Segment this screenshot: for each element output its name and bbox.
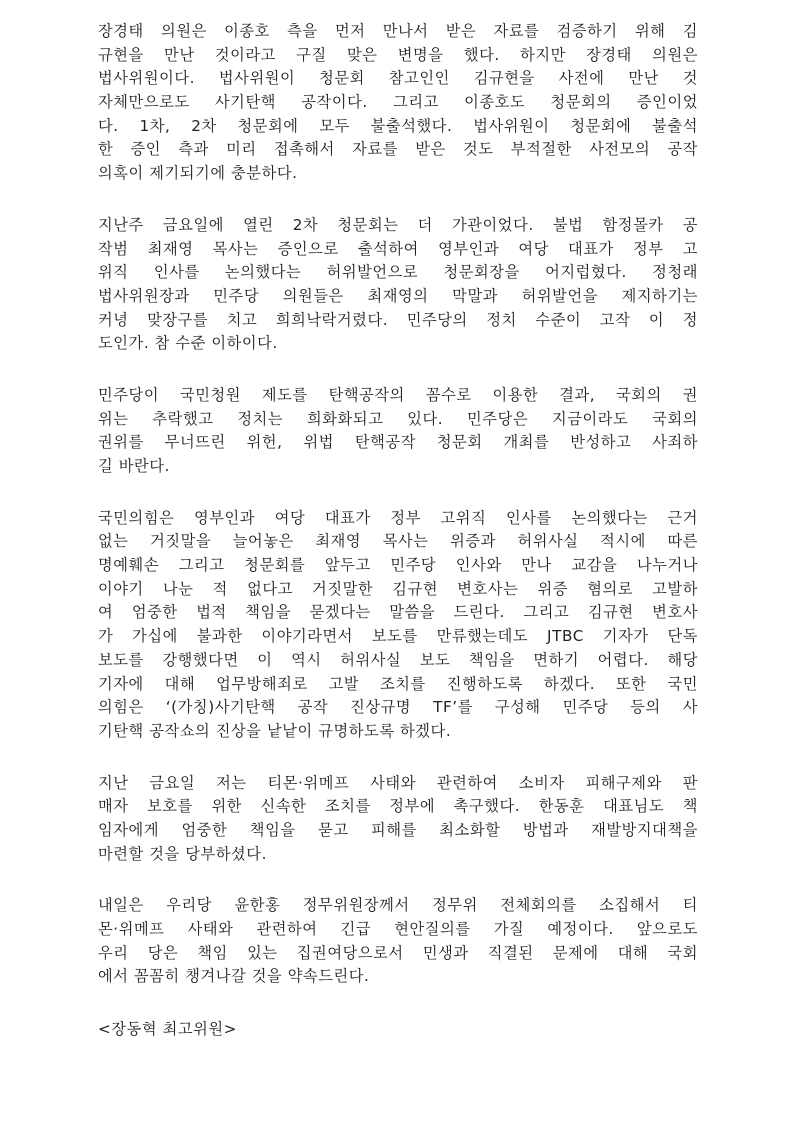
- paragraph-5: [98, 772, 698, 867]
- text-line: 기탄핵 공작쇼의 진상을 낱낱이 규명하도록 하겠다.: [98, 721, 452, 740]
- text-line: 우리 당은 책임 있는 집권여당으로서 민생과 직결된 문제에 대해 국회: [98, 943, 698, 962]
- text-line: 지난 금요일 저는 티몬·위메프 사태와 관련하여 소비자 피해구제와 판: [98, 773, 698, 792]
- text-line: 여 엄중한 법적 책임을 묻겠다는 말씀을 드린다. 그리고 김규현 변호사: [98, 603, 698, 622]
- paragraph-1: [98, 20, 698, 186]
- text-line: 없는 거짓말을 늘어놓은 최재영 목사는 위증과 허위사실 적시에 따른: [98, 532, 698, 551]
- text-line: 법사위원이다. 법사위원이 청문회 참고인인 김규현을 사전에 만난 것: [98, 69, 698, 88]
- text-line: 길 바란다.: [98, 457, 170, 475]
- text-line: 몬·위메프 사태와 관련하여 긴급 현안질의를 가질 예정이다. 앞으로도: [98, 920, 698, 938]
- text-line: 권위를 무너뜨린 위헌, 위법 탄핵공작 청문회 개최를 반성하고 사죄하: [98, 433, 698, 452]
- text-line: 에서 꼼꼼히 챙겨나갈 것을 약속드린다.: [98, 967, 370, 986]
- text-line: 민주당이 국민청원 제도를 탄핵공작의 꼼수로 이용한 결과, 국회의 권: [98, 385, 698, 404]
- text-line: 국민의힘은 영부인과 여당 대표가 정부 고위직 인사를 논의했다는 근거: [98, 508, 698, 527]
- document-body: [98, 20, 698, 1041]
- text-line: 도인가. 참 수준 이하이다.: [98, 334, 278, 353]
- text-line: 위는 추락했고 정치는 희화화되고 있다. 민주당은 지금이라도 국회의: [98, 409, 698, 428]
- text-line: 한 증인 측과 미리 접촉해서 자료를 받은 것도 부적절한 사전모의 공작: [98, 140, 698, 159]
- paragraph-3: [98, 384, 698, 479]
- text-line: 보도를 강행했다면 이 역시 허위사실 보도 책임을 면하기 어렵다. 해당: [98, 650, 698, 669]
- text-line: 다. 1차, 2차 청문회에 모두 불출석했다. 법사위원이 청문회에 불출석: [98, 116, 698, 135]
- paragraph-2: [98, 214, 698, 356]
- text-line: 명예훼손 그리고 청문회를 앞두고 민주당 인사와 만나 교감을 나누거나: [98, 556, 698, 575]
- text-line: 마련할 것을 당부하셨다.: [98, 844, 267, 863]
- text-line: 의힘은 ‘(가칭)사기탄핵 공작 진상규명 TF’를 구성해 민주당 등의 사: [98, 698, 698, 717]
- text-line: 작범 최재영 목사는 증인으로 출석하여 영부인과 여당 대표가 정부 고: [98, 239, 698, 258]
- paragraph-4: [98, 507, 698, 744]
- text-line: 커녕 맞장구를 치고 희희낙락거렸다. 민주당의 정치 수준이 고작 이 정: [98, 310, 698, 329]
- text-line: 규현을 만난 것이라고 구질 맞은 변명을 했다. 하지만 장경태 의원은: [98, 45, 698, 64]
- text-line: 의혹이 제기되기에 충분하다.: [98, 164, 298, 183]
- paragraph-6: [98, 894, 698, 989]
- text-line: 매자 보호를 위한 신속한 조치를 정부에 촉구했다. 한동훈 대표님도 책: [98, 797, 698, 816]
- text-line: 장경태 의원은 이종호 측을 먼저 만나서 받은 자료를 검증하기 위해 김: [98, 22, 698, 40]
- text-line: 법사위원장과 민주당 의원들은 최재영의 막말과 허위발언을 제지하기는: [98, 286, 698, 305]
- text-line: 위직 인사를 논의했다는 허위발언으로 청문회장을 어지럽혔다. 정청래: [98, 263, 698, 282]
- text-line: 가 가십에 불과한 이야기라면서 보도를 만류했는데도 JTBC 기자가 단독: [98, 627, 698, 646]
- signature: <장동혁 최고위원>: [98, 1020, 237, 1039]
- text-line: 내일은 우리당 윤한홍 정무위원장께서 정무위 전체회의를 소집해서 티: [98, 896, 698, 915]
- text-line: 지난주 금요일에 열린 2차 청문회는 더 가관이었다. 불법 함정몰카 공: [98, 215, 698, 234]
- text-line: 임자에게 엄중한 책임을 묻고 피해를 최소화할 방법과 재발방지대책을: [98, 820, 698, 839]
- text-line: 기자에 대해 업무방해죄로 고발 조치를 진행하도록 하겠다. 또한 국민: [98, 674, 698, 693]
- text-line: 이야기 나눈 적 없다고 거짓말한 김규현 변호사는 위증 혐의로 고발하: [98, 579, 698, 598]
- text-line: 자체만으로도 사기탄핵 공작이다. 그리고 이종호도 청문회의 증인이었: [98, 93, 698, 112]
